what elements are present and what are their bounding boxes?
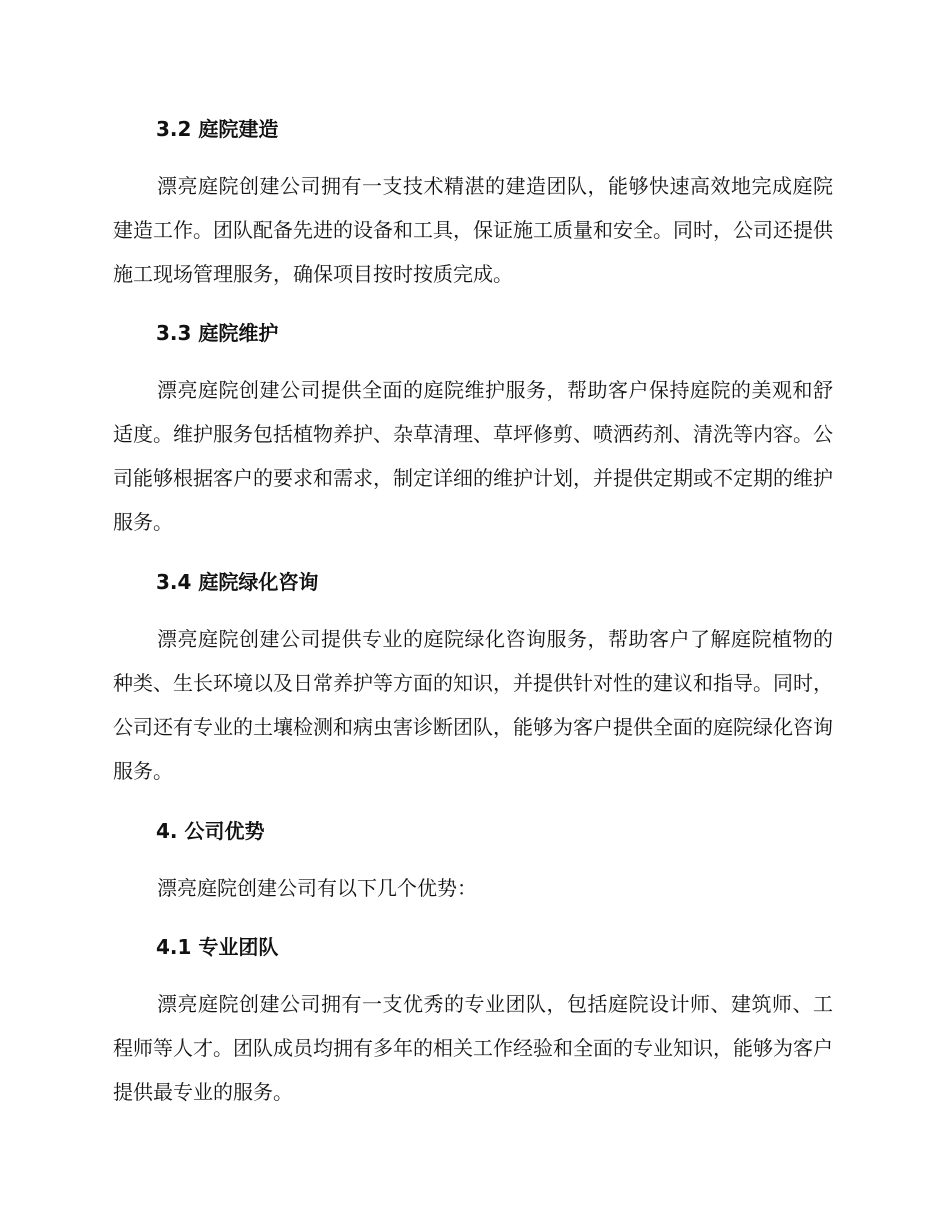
section-heading-4: 4. 公司优势 — [156, 819, 265, 843]
section-paragraph-3-3: 漂亮庭院创建公司提供全面的庭院维护服务，帮助客户保持庭院的美观和舒适度。维护服务包括植物养护、杂草清理、草坪修剪、喷洒药剂、清洗等内容。公司能够根据客户的要求和需求，制定详细的维护计划，并提供定期或不定期的维护服务。 — [113, 378, 833, 534]
section-paragraph-4: 漂亮庭院创建公司有以下几个优势： — [157, 876, 477, 900]
section-heading-4-1: 4.1 专业团队 — [156, 935, 279, 959]
section-heading-3-2: 3.2 庭院建造 — [156, 117, 279, 141]
section-paragraph-4-1: 漂亮庭院创建公司拥有一支优秀的专业团队，包括庭院设计师、建筑师、工程师等人才。团队成员均拥有多年的相关工作经验和全面的专业知识，能够为客户提供最专业的服务。 — [113, 992, 833, 1104]
section-paragraph-3-4: 漂亮庭院创建公司提供专业的庭院绿化咨询服务，帮助客户了解庭院植物的种类、生长环境以及日常养护等方面的知识，并提供针对性的建议和指导。同时，公司还有专业的土壤检测和病虫害诊断团队，能够为客户提供全面的庭院绿化咨询服务。 — [113, 627, 833, 783]
section-heading-3-3: 3.3 庭院维护 — [156, 321, 279, 345]
section-heading-3-4: 3.4 庭院绿化咨询 — [156, 570, 319, 594]
section-paragraph-3-2: 漂亮庭院创建公司拥有一支技术精湛的建造团队，能够快速高效地完成庭院建造工作。团队配备先进的设备和工具，保证施工质量和安全。同时，公司还提供施工现场管理服务，确保项目按时按质完成。 — [113, 174, 833, 286]
